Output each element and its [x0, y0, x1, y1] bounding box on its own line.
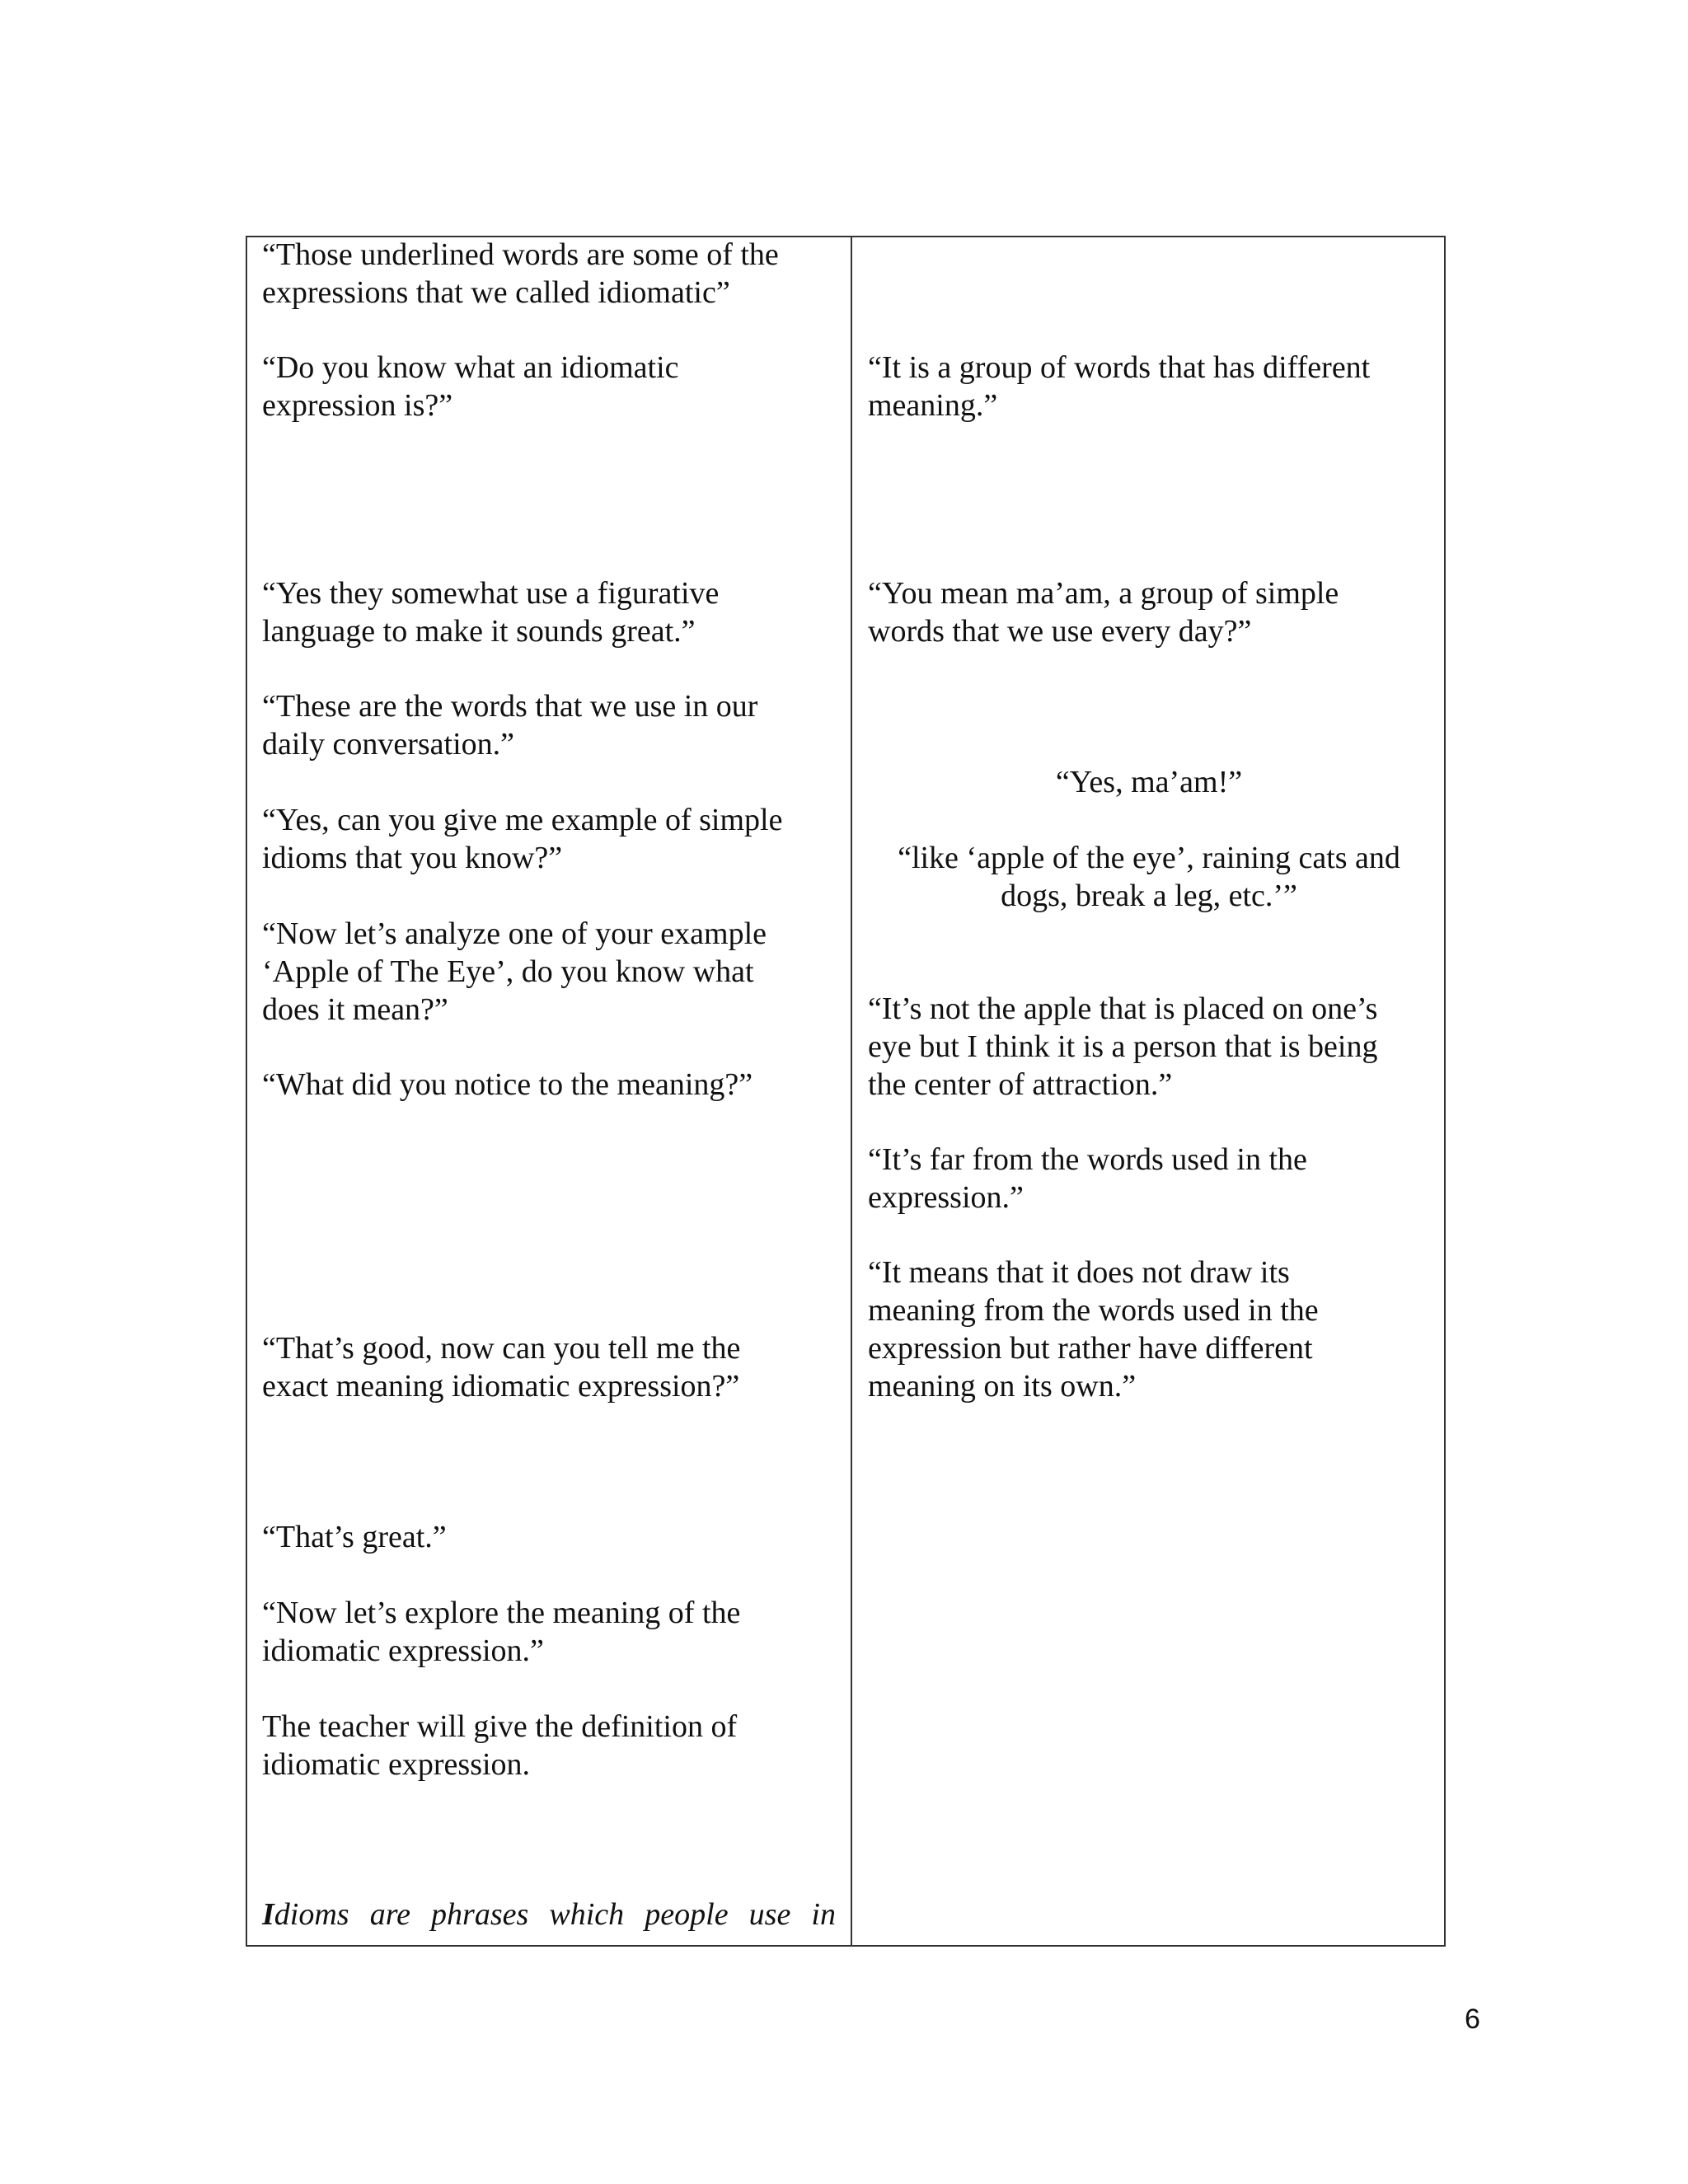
left-line-21: idiomatic expression.: [262, 1747, 531, 1782]
definition-initial: I: [262, 1897, 274, 1932]
right-line-4: words that we use every day?”: [868, 614, 1252, 649]
right-line-11: meaning from the words used in the: [868, 1293, 1319, 1328]
left-line-13: does it mean?”: [262, 992, 448, 1027]
right-centered-line-3: dogs, break a leg, etc.’”: [1001, 879, 1297, 913]
left-line-1: “Those underlined words are some of the: [262, 237, 779, 272]
right-line-12: expression but rather have different: [868, 1331, 1313, 1366]
left-line-15: “That’s good, now can you tell me the: [262, 1331, 741, 1366]
definition-line: [262, 1896, 836, 1933]
right-line-5: “It’s not the apple that is placed on one’s: [868, 991, 1378, 1026]
right-line-7: the center of attraction.”: [868, 1067, 1173, 1102]
right-centered-line-1: “Yes, ma’am!”: [1055, 765, 1243, 799]
left-line-7: “These are the words that we use in our: [262, 689, 758, 724]
left-line-5: “Yes they somewhat use a figurative: [262, 576, 720, 611]
definition-text: dioms are phrases which people use in: [274, 1897, 836, 1932]
right-centered-line-2: “like ‘apple of the eye’, raining cats and: [898, 841, 1400, 875]
right-line-3: “You mean ma’am, a group of simple: [868, 576, 1339, 611]
left-line-20: The teacher will give the definition of: [262, 1709, 738, 1744]
left-line-10: idioms that you know?”: [262, 841, 563, 875]
left-line-4: expression is?”: [262, 388, 453, 423]
left-line-3: “Do you know what an idiomatic: [262, 350, 679, 385]
left-line-18: “Now let’s explore the meaning of the: [262, 1596, 741, 1630]
left-line-2: expressions that we called idiomatic”: [262, 275, 730, 310]
right-line-9: expression.”: [868, 1180, 1024, 1215]
right-line-1: “It is a group of words that has different: [868, 350, 1371, 385]
left-line-9: “Yes, can you give me example of simple: [262, 803, 783, 837]
right-line-13: meaning on its own.”: [868, 1369, 1137, 1404]
left-line-19: idiomatic expression.”: [262, 1633, 544, 1668]
right-line-6: eye but I think it is a person that is being: [868, 1029, 1378, 1064]
left-line-11: “Now let’s analyze one of your example: [262, 916, 767, 951]
left-line-8: daily conversation.”: [262, 727, 515, 762]
column-divider: [851, 237, 852, 1945]
left-line-17: “That’s great.”: [262, 1520, 447, 1554]
right-line-2: meaning.”: [868, 388, 998, 423]
page-number: 6: [1465, 2004, 1480, 2035]
right-line-8: “It’s far from the words used in the: [868, 1142, 1307, 1177]
left-line-16: exact meaning idiomatic expression?”: [262, 1369, 740, 1404]
left-line-12: ‘Apple of The Eye’, do you know what: [262, 954, 754, 989]
left-line-14: “What did you notice to the meaning?”: [262, 1067, 753, 1102]
left-line-6: language to make it sounds great.”: [262, 614, 696, 649]
right-line-10: “It means that it does not draw its: [868, 1255, 1290, 1290]
